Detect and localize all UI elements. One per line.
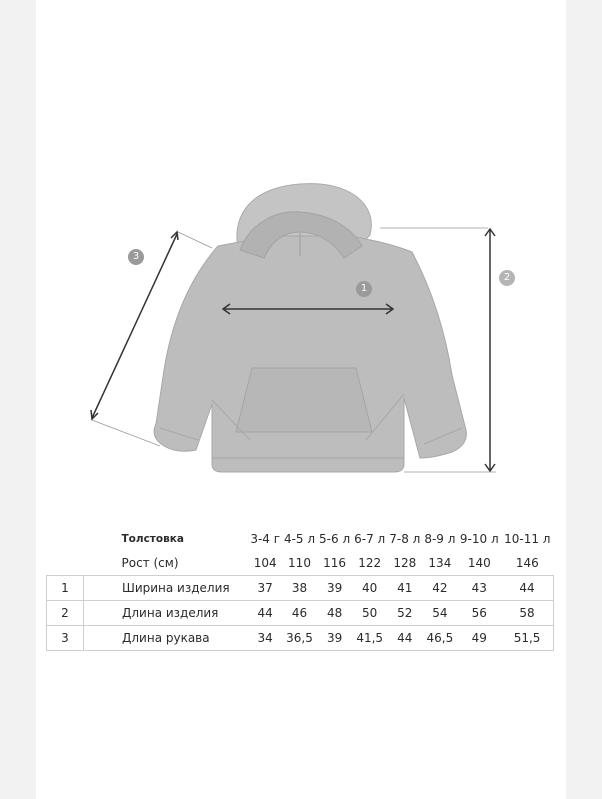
cell: 116 bbox=[323, 556, 347, 570]
row-number: 2 bbox=[47, 601, 84, 626]
cell: 44 bbox=[501, 576, 553, 601]
cell: 58 bbox=[501, 601, 553, 626]
table-row bbox=[47, 576, 554, 601]
row-number: 3 bbox=[47, 626, 84, 651]
cell: 104 bbox=[253, 556, 277, 570]
size-col: 3-4 г bbox=[250, 532, 281, 546]
size-header-row bbox=[47, 527, 554, 551]
size-col: 6-7 л bbox=[354, 532, 386, 546]
height-row bbox=[47, 551, 554, 576]
cell: 46,5 bbox=[422, 626, 457, 651]
cell: 51,5 bbox=[501, 626, 553, 651]
cell: 38 bbox=[282, 576, 317, 601]
row-label: Длина изделия bbox=[84, 601, 249, 626]
cell: 134 bbox=[428, 556, 452, 570]
cell: 43 bbox=[457, 576, 501, 601]
row-label: Длина рукава bbox=[84, 626, 249, 651]
cell: 46 bbox=[282, 601, 317, 626]
cell: 39 bbox=[317, 576, 352, 601]
cell: 40 bbox=[352, 576, 387, 601]
cell: 36,5 bbox=[282, 626, 317, 651]
size-col: 9-10 л bbox=[459, 532, 499, 546]
cell: 110 bbox=[288, 556, 311, 570]
table-row bbox=[47, 626, 554, 651]
size-table bbox=[46, 527, 554, 651]
size-col: 5-6 л bbox=[319, 532, 351, 546]
size-col: 7-8 л bbox=[389, 532, 421, 546]
cell: 39 bbox=[317, 626, 352, 651]
row-number: 1 bbox=[47, 576, 84, 601]
marker-2: 2 bbox=[499, 270, 515, 286]
table-title: Толстовка bbox=[121, 533, 184, 545]
cell: 41,5 bbox=[352, 626, 387, 651]
cell: 49 bbox=[457, 626, 501, 651]
cell: 52 bbox=[387, 601, 422, 626]
table-row bbox=[47, 601, 554, 626]
cell: 54 bbox=[422, 601, 457, 626]
cell: 140 bbox=[467, 556, 491, 570]
cell: 42 bbox=[422, 576, 457, 601]
cell: 41 bbox=[387, 576, 422, 601]
size-col: 4-5 л bbox=[283, 532, 316, 546]
cell: 48 bbox=[317, 601, 352, 626]
cell: 37 bbox=[248, 576, 282, 601]
cell: 34 bbox=[248, 626, 282, 651]
cell: 44 bbox=[387, 626, 422, 651]
size-col: 10-11 л bbox=[504, 532, 551, 546]
cell: 122 bbox=[358, 556, 382, 570]
cell: 56 bbox=[457, 601, 501, 626]
cell: 128 bbox=[393, 556, 417, 570]
size-col: 8-9 л bbox=[424, 532, 456, 546]
cell: 146 bbox=[515, 556, 539, 570]
marker-3: 3 bbox=[128, 249, 144, 265]
cell: 50 bbox=[352, 601, 387, 626]
row-label: Рост (см) bbox=[121, 556, 179, 570]
hoodie-body bbox=[154, 236, 466, 472]
cell: 44 bbox=[248, 601, 282, 626]
marker-1: 1 bbox=[356, 281, 372, 297]
row-label: Ширина изделия bbox=[84, 576, 249, 601]
hoodie-pocket bbox=[236, 368, 372, 432]
